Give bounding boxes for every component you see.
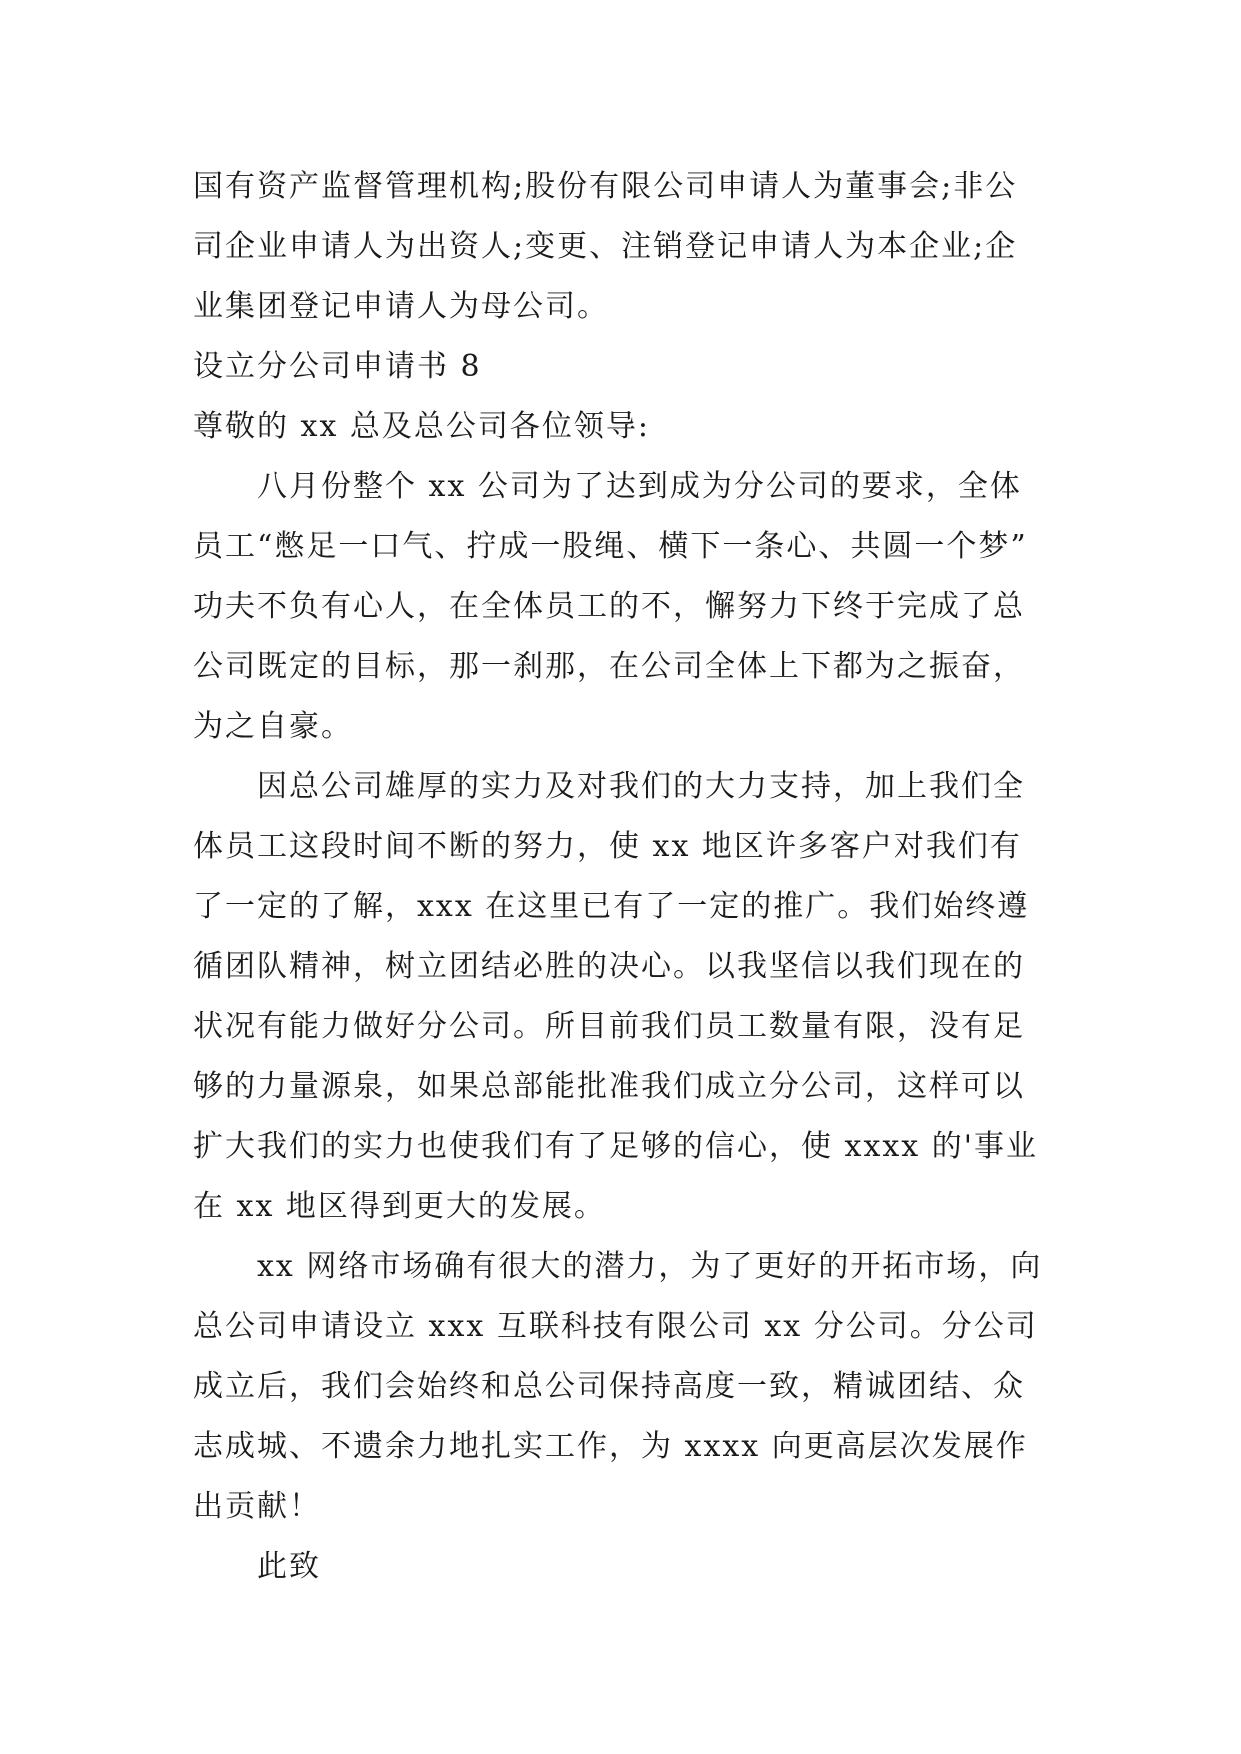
- paragraph-1-line: 公司既定的目标，那一刹那，在公司全体上下都为之振奋，: [193, 649, 1025, 684]
- paragraph-2-line: 在 xx 地区得到更大的发展。: [193, 1189, 606, 1224]
- paragraph-2-line: 了一定的了解，xxx 在这里已有了一定的推广。我们始终遵: [193, 889, 1030, 924]
- text-line: 司企业申请人为出资人;变更、注销登记申请人为本企业;企: [193, 229, 1018, 264]
- closing-line: 此致: [257, 1549, 321, 1584]
- paragraph-2-line: 扩大我们的实力也使我们有了足够的信心，使 xxxx 的'事业: [193, 1129, 1038, 1164]
- paragraph-3-line: 成立后，我们会始终和总公司保持高度一致，精诚团结、众: [193, 1369, 1025, 1404]
- paragraph-2-line: 状况有能力做好分公司。所目前我们员工数量有限，没有足: [193, 1009, 1025, 1044]
- paragraph-1-line: 为之自豪。: [193, 709, 353, 744]
- paragraph-2-line: 体员工这段时间不断的努力，使 xx 地区许多客户对我们有: [193, 829, 1022, 864]
- paragraph-2-line: 因总公司雄厚的实力及对我们的大力支持，加上我们全: [257, 769, 1025, 804]
- paragraph-1-line: 功夫不负有心人，在全体员工的不，懈努力下终于完成了总: [193, 589, 1025, 624]
- paragraph-2-line: 循团队精神，树立团结必胜的决心。以我坚信以我们现在的: [193, 949, 1025, 984]
- paragraph-3-line: 出贡献！: [193, 1489, 321, 1524]
- paragraph-1-line: 八月份整个 xx 公司为了达到成为分公司的要求，全体: [257, 469, 1022, 504]
- section-title: 设立分公司申请书 8: [193, 349, 482, 384]
- paragraph-3-line: 志成城、不遗余力地扎实工作，为 xxxx 向更高层次发展作: [193, 1429, 1028, 1464]
- paragraph-3-line: 总公司申请设立 xxx 互联科技有限公司 xx 分公司。分公司: [193, 1309, 1038, 1344]
- text-line: 国有资产监督管理机构;股份有限公司申请人为董事会;非公: [193, 169, 1018, 204]
- paragraph-1-line: 员工“憋足一口气、拧成一股绳、横下一条心、共圆一个梦”: [193, 529, 1028, 564]
- paragraph-3-line: xx 网络市场确有很大的潜力，为了更好的开拓市场，向: [257, 1249, 1043, 1284]
- salutation: 尊敬的 xx 总及总公司各位领导:: [193, 409, 651, 444]
- text-line: 业集团登记申请人为母公司。: [193, 289, 609, 324]
- document-body: [193, 157, 1061, 1597]
- paragraph-2-line: 够的力量源泉，如果总部能批准我们成立分公司，这样可以: [193, 1069, 1025, 1104]
